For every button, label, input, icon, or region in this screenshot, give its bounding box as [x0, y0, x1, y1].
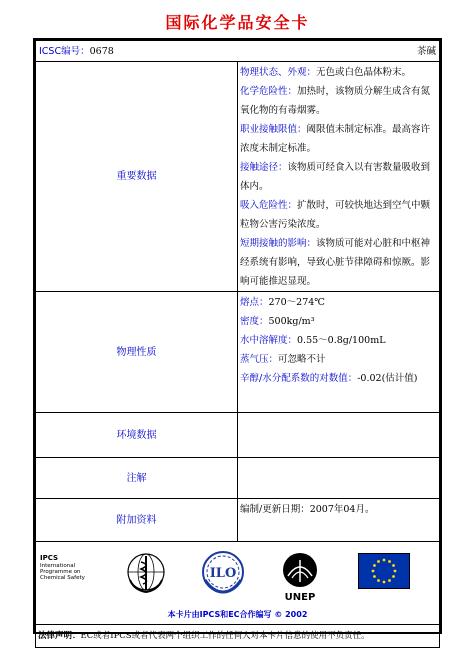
logos-row: [36, 542, 440, 625]
unep-text: UNEP: [284, 592, 316, 603]
important-data-value: 该物质可经食入以有害数量吸收到体内。: [240, 162, 431, 192]
eu-star-icon: [383, 581, 386, 584]
eu-star-icon: [392, 564, 395, 567]
icsc-label: ICSC编号：: [39, 45, 90, 57]
physical-props-list: [240, 293, 437, 388]
physical-props-label: 物理性质: [36, 292, 238, 413]
eu-star-icon: [377, 560, 380, 563]
physical-prop-value: 500kg/m³: [268, 316, 315, 327]
important-data-item: [240, 196, 437, 234]
physical-prop-key: 辛醇/水分配系数的对数值：: [240, 373, 358, 384]
eu-star-icon: [372, 570, 375, 573]
important-data-item: [240, 234, 437, 291]
physical-prop-item: [240, 369, 437, 388]
additional-row: [36, 499, 440, 542]
ipcs-title: IPCS: [40, 554, 59, 562]
physical-prop-key: 密度：: [240, 316, 269, 327]
eu-star-icon: [383, 559, 386, 562]
important-data-key: 吸入危险性：: [240, 200, 298, 211]
important-data-label: 重要数据: [36, 62, 238, 292]
icsc-value: 0678: [89, 45, 114, 57]
important-data-list: [240, 63, 437, 291]
important-data-content: [238, 62, 440, 292]
additional-content: 编制/更新日期：2007年04月。: [238, 499, 440, 542]
ilo-text: ILO: [209, 566, 237, 581]
environment-label: 环境数据: [36, 413, 238, 458]
notes-row: [36, 458, 440, 499]
important-data-item: [240, 82, 437, 120]
who-emblem-icon: [124, 550, 168, 594]
important-data-item: [240, 120, 437, 158]
card-title: 国际化学品安全卡: [165, 13, 310, 32]
ipcs-line-3: Chemical Safety: [40, 575, 85, 581]
eu-star-icon: [388, 560, 391, 563]
card-frame: [33, 38, 442, 641]
eu-star-icon: [388, 579, 391, 582]
important-data-key: 职业接触限值：: [240, 124, 307, 135]
physical-props-content: [238, 292, 440, 413]
legal-label: 法律声明：: [38, 630, 81, 641]
card-table: [35, 40, 440, 648]
cooperation-note: 本卡片由IPCS和EC合作编写 © 2002: [167, 610, 308, 619]
physical-prop-item: [240, 331, 437, 350]
eu-star-icon: [394, 570, 397, 573]
physical-prop-key: 熔点：: [240, 297, 269, 308]
ipcs-block: [40, 554, 85, 581]
important-data-value: 扩散时，可较快地达到空气中颗粒物公害污染浓度。: [240, 200, 431, 230]
physical-prop-key: 水中溶解度：: [240, 335, 298, 346]
physical-prop-item: [240, 350, 437, 369]
eu-flag-icon: [358, 553, 410, 589]
header-cell: [36, 41, 440, 62]
ilo-emblem-icon: [201, 550, 245, 594]
physical-prop-item: [240, 312, 437, 331]
physical-props-row: [36, 292, 440, 413]
important-data-key: 短期接触的影响：: [240, 238, 317, 249]
additional-label: 附加资料: [36, 499, 238, 542]
important-data-key: 化学危险性：: [240, 86, 298, 97]
physical-prop-item: [240, 293, 437, 312]
environment-row: [36, 413, 440, 458]
chemical-name: 茶碱: [416, 45, 436, 57]
important-data-value: 阈限值未制定标准。最高容许浓度未制定标准。: [240, 124, 431, 154]
legal-row: [36, 625, 440, 648]
important-data-item: [240, 158, 437, 196]
logos-cell: [36, 542, 440, 625]
environment-content: [238, 413, 440, 458]
eu-star-icon: [392, 575, 395, 578]
physical-prop-value: -0.02(估计值): [357, 373, 418, 384]
important-data-value: 无色或白色晶体粉末。: [316, 67, 412, 78]
legal-text: EC或者IPCS或者代表两个组织工作的任何人对本卡片信息的使用不负责任。: [80, 630, 370, 641]
physical-prop-value: 0.55～0.8g/100mL: [297, 335, 386, 346]
header-row: [36, 41, 440, 62]
important-data-key: 物理状态、外观：: [240, 67, 317, 78]
unep-emblem-icon: [278, 550, 322, 604]
important-data-key: 接触途径：: [240, 162, 288, 173]
eu-star-icon: [377, 579, 380, 582]
eu-star-icon: [373, 575, 376, 578]
physical-prop-key: 蒸气压：: [240, 354, 279, 365]
important-data-value: 该物质可能对心脏和中枢神经系统有影响，导致心脏节律障碍和惊厥。影响可能推迟显现。: [240, 238, 431, 287]
notes-content: [238, 458, 440, 499]
ipcs-line-2: Programme on: [40, 569, 81, 575]
physical-prop-value: 可忽略不计: [278, 354, 326, 365]
important-data-value: 加热时，该物质分解生成含有氮氧化物的有毒烟雾。: [240, 86, 431, 116]
legal-cell: [36, 625, 440, 648]
notes-label: 注解: [36, 458, 238, 499]
eu-star-icon: [373, 564, 376, 567]
important-data-row: [36, 62, 440, 292]
physical-prop-value: 270～274℃: [268, 297, 325, 308]
important-data-item: [240, 63, 437, 82]
ipcs-line-1: International: [40, 563, 76, 569]
